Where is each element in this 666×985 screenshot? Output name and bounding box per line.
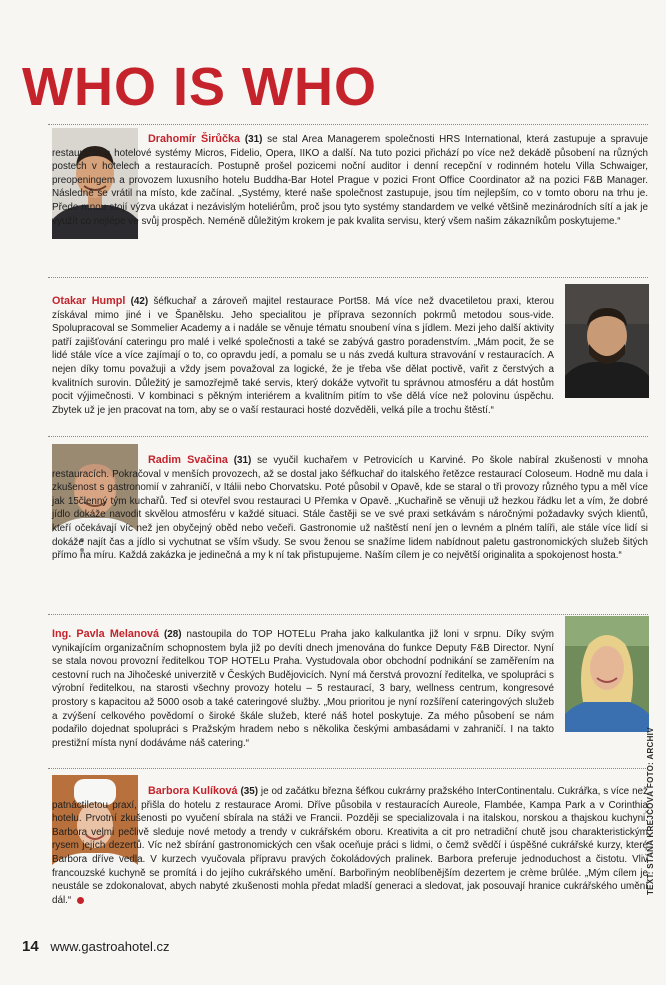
profile-photo-melanova — [565, 616, 649, 732]
profile-age: (42) — [130, 296, 149, 307]
profile-bio — [52, 628, 554, 750]
profile-name: Barbora Kulíková — [148, 785, 238, 797]
profile-name: Otakar Humpl — [52, 295, 126, 307]
profile-bio — [52, 133, 648, 228]
profile-name: Drahomír Širůčka — [148, 133, 241, 145]
divider — [48, 124, 648, 125]
photo-credit: TEXT: STÁŇA KREJČOVÁ FOTO: ARCHIV — [646, 727, 655, 895]
divider — [48, 277, 648, 278]
page-title: WHO IS WHO — [22, 57, 377, 117]
end-bullet-icon — [77, 897, 84, 904]
profile-age: (28) — [164, 629, 182, 640]
page-footer — [22, 938, 170, 955]
divider — [48, 436, 648, 437]
page-number: 14 — [22, 938, 39, 955]
profile-text: je od začátku března šéfkou cukrárny pražského InterContinentalu. Cukrářka, s více než patnáctiletou praxí, přišla do hotelu z restaurace Aromi. Dříve působila v restauracích Aureole, Flambée, Kampa Park a v Corinthia hotelu. Prvotní zkušenosti po vyučení sbírala na stáži ve Francii. Později se specializovala i na italskou, norskou a thajskou kuchyni. Barbora velmi pečlivě sleduje nové metody a trendy v cukrářském oboru. Kreativita a cit pro netradiční chutě jsou charakteristickým rysem jejích dezertů. Víc než sbírání gastronomických cen však oceňuje práci s lidmi, o čemž svědčí i úspěšné cukrářské kurzy, které Barbora dříve vedla. V kurzech vyučovala přípravu pravých čokoládových pralinek. Barbora preferuje jednoduchost a čistotu. Vliv francouzské kuchyně se promítá i do jejího cukrářského umění. Barbořiným neoblíbenějším dezertem je crème brûlée. „Mým cílem je neustále se zdokonalovat, abych nabyté zkušenosti mohla předat mladší generaci a sledovat, jak posouvají hranice cukrářského umění dál.“ — [52, 786, 648, 906]
divider — [48, 768, 648, 769]
profile-age: (35) — [240, 786, 259, 797]
profile-name: Radim Svačina — [148, 454, 228, 466]
profile-name: Ing. Pavla Melanová — [52, 628, 160, 640]
profile-age: (31) — [233, 455, 252, 466]
profile-bio — [52, 785, 648, 907]
profile-bio — [52, 295, 554, 417]
profile-age: (31) — [244, 134, 263, 145]
website-link: www.gastroahotel.cz — [50, 939, 170, 954]
profile-text: nastoupila do TOP HOTELu Praha jako kalkulantka již loni v srpnu. Díky svým vynikajícím organizačním schopnostem byla již po devíti dnech jmenována do funkce Deputy F&B Director. Nyní se stala novou provozní ředitelkou TOP HOTELu Praha. Vystudovala obor obchodní podnikání se zaměřením na cestovní ruch na Jihočeské univerzitě v Českých Budějovicích. Nyní má čerstvá provozní ředitelka, ve spolupráci s výrobní ředitelkou, na starosti všechny provozy hotelu – 5 restaurací, 3 bary, wellness centrum, kongresové prostory s kapacitou až 5000 osob a také cateringové služby. „Mou prioritou je nyní rozšíření cateringových služeb a zvýšení celkového povědomí o široké škále služeb, které náš hotel poskytuje. Za mého působení se nám podařilo dojednat spolupráci s Pražským hradem nebo s několika českými ambasádami v zahraničí. I na takto prestižní místa nyní dodáváme náš catering.“ — [52, 629, 554, 749]
profile-text: se vyučil kuchařem v Petrovicích u Karviné. Po škole nabíral zkušenosti v mnoha restauracích. Pokračoval v menších provozech, až se dostal jako šéfkuchař do italského řetězce restaurací Coloseum. Hodně mu dala i zkušenost s gastronomií v zahraničí, v Itálii nebo Chorvatsku. Poté působil v Opavě, kde se staral o tři provozy různého typu a měl více jak 15členný tým kuchařů. Teď si otevřel svou restauraci U Přemka v Opavě. „Kuchařině se věnuji už hezkou řádku let a vím, že dobré jídlo dokáže navodit skvělou atmosféru v každé situaci. Stále častěji se ve své praxi setkávám s náročnými požadavky svých klientů, kteří očekávají víc než jen obyčejný oběd nebo večeři. Gastronomie už naštěstí není jen o levném a plném talíři, ale stále více lidí si dokáže najít čas a jídlo si vychutnat se vším všudy. Se svou ženou se snažíme lidem nabídnout paletu gastronomických služeb šitých přímo na míru. Každá zakázka je jedinečná a my k ní tak přistupujeme. Naším cílem je co největší originalita a spokojenost hosta.“ — [52, 455, 649, 562]
profile-bio — [52, 454, 648, 563]
profile-text: se stal Area Managerem společnosti HRS International, která zastupuje a spravuje restaurační a hotelové systémy Micros, Fidelio, Opera, IIKO a další. Na tuto pozici přichází po více než dekádě působení na různých postech v hotelech a restauracích. Postupně prošel pozicemi noční auditor i denní recepční v rodinném hotelu Villa Schwaiger, preopeningem a provozem luxusního hotelu Buddha-Bar Hotel Prague v pozici Front Office Coordinator až na pozici F&B Manager. Následně se vrátil na místo, kde začínal. „Systémy, které naše společnost zastupuje, jsou tím nejlepším, co v tomto oboru na trhu je. Přede mnou stojí výzva ukázat i nezávislým hoteliérům, proč jsou tyto systémy standardem ve velké většině mezinárodních sítí a jak je využít co nejlépe ve svůj prospěch. Neméně důležitým krokem je pak kvalita servisu, který všem našim zákazníkům poskytujeme.“ — [52, 134, 648, 227]
profile-photo-humpl — [565, 284, 649, 398]
divider — [48, 614, 648, 615]
profile-text: šéfkuchař a zároveň majitel restaurace Port58. Má více než dvacetiletou praxi, kterou získával mimo jiné i ve Španělsku. Jeho specialitou je příprava sezonních pokrmů metodou sous-vide. Spolupracoval se Sommelier Academy a i nadále se věnuje tématu snoubení vína s jídlem. Mezi jeho další aktivity patří zajišťování cateringu pro malé i velké společnosti a také se zabývá gastro poradenstvím. „Mám pocit, že se lidé stále více a více zajímají o to, co opravdu jedí, a pomalu se u nás zvedá kultura stravování v restauracích. A nejen díky tomu považuji a vždy jsem považoval za logické, že je třeba vše dělat poctivě, vařit z čerstvých a kvalitních surovin. Důležitý je samozřejmě také servis, který dokáže vytvořit tu správnou atmosféru a dát hostům pocit výjimečnosti. V kombinaci s pěkným interiérem a kvalitním pitím to vše dělá více než polovinu úspěchu. Zbytek už je jen pracovat na tom, aby se o vaší restauraci hosté dozvěděli, velká píle a trochu štěstí.“ — [52, 296, 555, 416]
